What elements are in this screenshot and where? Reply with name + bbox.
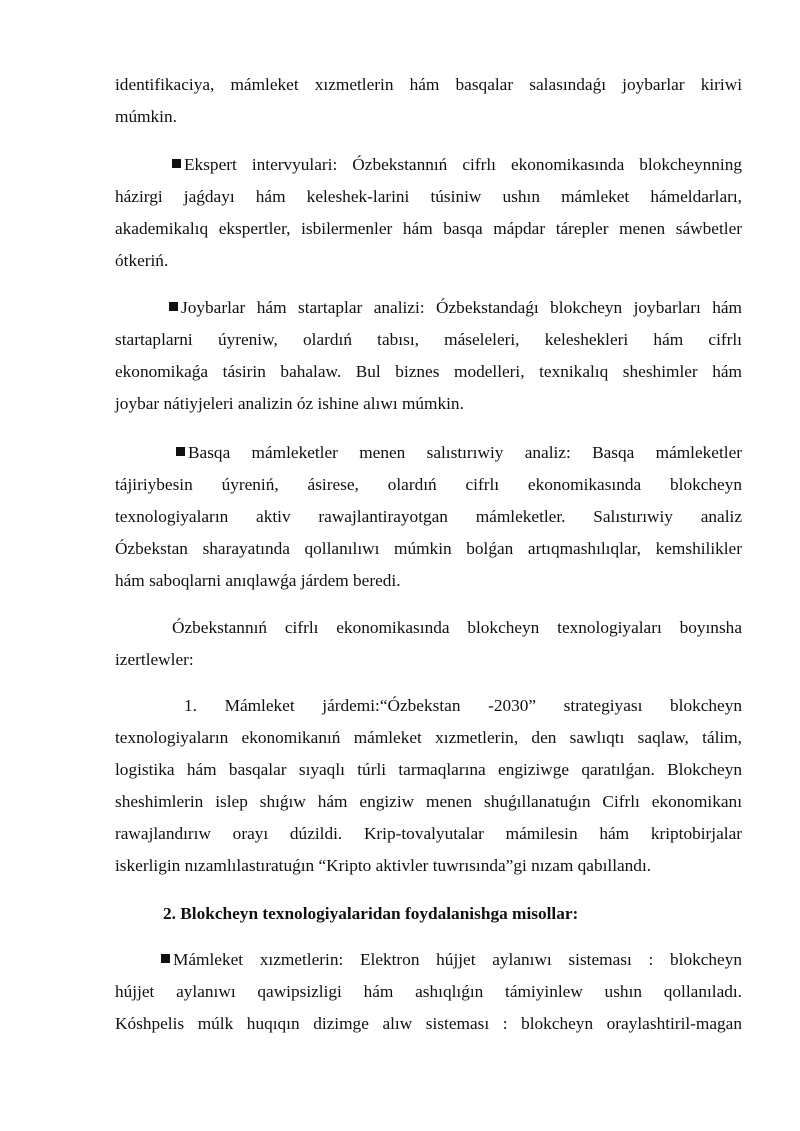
- text-line-first: [115, 944, 742, 976]
- section-heading: 2. Blokcheyn texnologiyalaridan foydalanishga misollar:: [163, 904, 579, 923]
- text-line: iskerligin nızamlılastıratuǵın “Kripto aktivler tuwrısında”gi nızam qabıllandı.: [115, 856, 652, 875]
- text-line: startaplarni úyreniw, olardıń tabısı, máseleleri, keleshekleri hám cifrlı: [115, 330, 742, 349]
- paragraph-1: [115, 69, 742, 133]
- text-line-content: Ekspert intervyulari: Ózbekstannıń cifrlı ekonomikasında blokcheynning: [184, 155, 742, 174]
- text-line: hújjet aylanıwı qawipsizligi hám ashıqlıǵın támiyinlew ushın qollanıladı.: [115, 982, 742, 1001]
- paragraph-6: [115, 690, 742, 882]
- text-line: házirgi jaǵdayı hám keleshek-larini túsiniw ushın mámleket hámeldarları,: [115, 187, 742, 206]
- text-line: múmkin.: [115, 107, 177, 126]
- paragraph-8: [115, 944, 742, 1040]
- text-line: akademikalıq ekspertler, isbilermenler hám basqa mápdar tárepler menen sáwbetler: [115, 219, 742, 238]
- text-line: ótkeriń.: [115, 251, 169, 270]
- square-bullet-icon: [172, 159, 181, 168]
- text-line: ekonomikaǵa tásirin bahalaw. Bul biznes modelleri, texnikalıq sheshimler hám: [115, 362, 742, 381]
- text-line: izertlewler:: [115, 650, 194, 669]
- text-line: identifikaciya, mámleket xızmetlerin hám basqalar salasındaǵı joybarlar kiriwi: [115, 75, 742, 94]
- text-line: Ózbekstannıń cifrlı ekonomikasında blokcheyn texnologiyaları boyınsha: [172, 618, 742, 637]
- text-line: tájiriybesin úyreniń, ásirese, olardıń cifrlı ekonomikasında blokcheyn: [115, 475, 742, 494]
- text-line: 1. Mámleket járdemi:“Ózbekstan -2030” strategiyası blokcheyn: [184, 696, 742, 715]
- square-bullet-icon: [161, 954, 170, 963]
- text-line: texnologiyaların ekonomikanıń mámleket xızmetlerin, den sawlıqtı saqlaw, tálim,: [115, 728, 742, 747]
- square-bullet-icon: [176, 447, 185, 456]
- text-line-content: Joybarlar hám startaplar analizi: Ózbekstandaǵı blokcheyn joybarları hám: [181, 298, 742, 317]
- text-line: Ózbekstan sharayatında qollanılıwı múmkin bolǵan artıqmashılıqlar, kemshilikler: [115, 539, 742, 558]
- text-line: logistika hám basqalar sıyaqlı túrli tarmaqlarına engiziwge qaratılǵan. Blokcheyn: [115, 760, 742, 779]
- text-line-first: [115, 149, 742, 181]
- text-line-content: Basqa mámleketler menen salıstırıwiy analiz: Basqa mámleketler: [188, 443, 742, 462]
- text-line: joybar nátiyjeleri analizin óz ishine alıwı múmkin.: [115, 394, 464, 413]
- text-line: hám saboqlarni anıqlawǵa járdem beredi.: [115, 571, 401, 590]
- text-line: rawajlandırıw orayı dúzildi. Krip-tovalyutalar mámilesin hám kriptobirjalar: [115, 824, 742, 843]
- text-line: sheshimlerin islep shıǵıw hám engiziw menen shuǵıllanatuǵın Cifrlı ekonomikanı: [115, 792, 742, 811]
- paragraph-4: [115, 437, 742, 597]
- text-line-first: [115, 437, 742, 469]
- paragraph-5: [115, 612, 742, 676]
- text-line: Kóshpelis múlk huqıqın dizimge alıw sisteması : blokcheyn oraylashtiril-magan: [115, 1014, 742, 1033]
- text-line-first: [115, 292, 742, 324]
- paragraph-3: [115, 292, 742, 420]
- text-line: texnologiyaların aktiv rawajlantirayotgan mámleketler. Salıstırıwiy analiz: [115, 507, 742, 526]
- paragraph-2: [115, 149, 742, 277]
- square-bullet-icon: [169, 302, 178, 311]
- text-line-content: Mámleket xızmetlerin: Elektron hújjet aylanıwı sisteması : blokcheyn: [173, 950, 742, 969]
